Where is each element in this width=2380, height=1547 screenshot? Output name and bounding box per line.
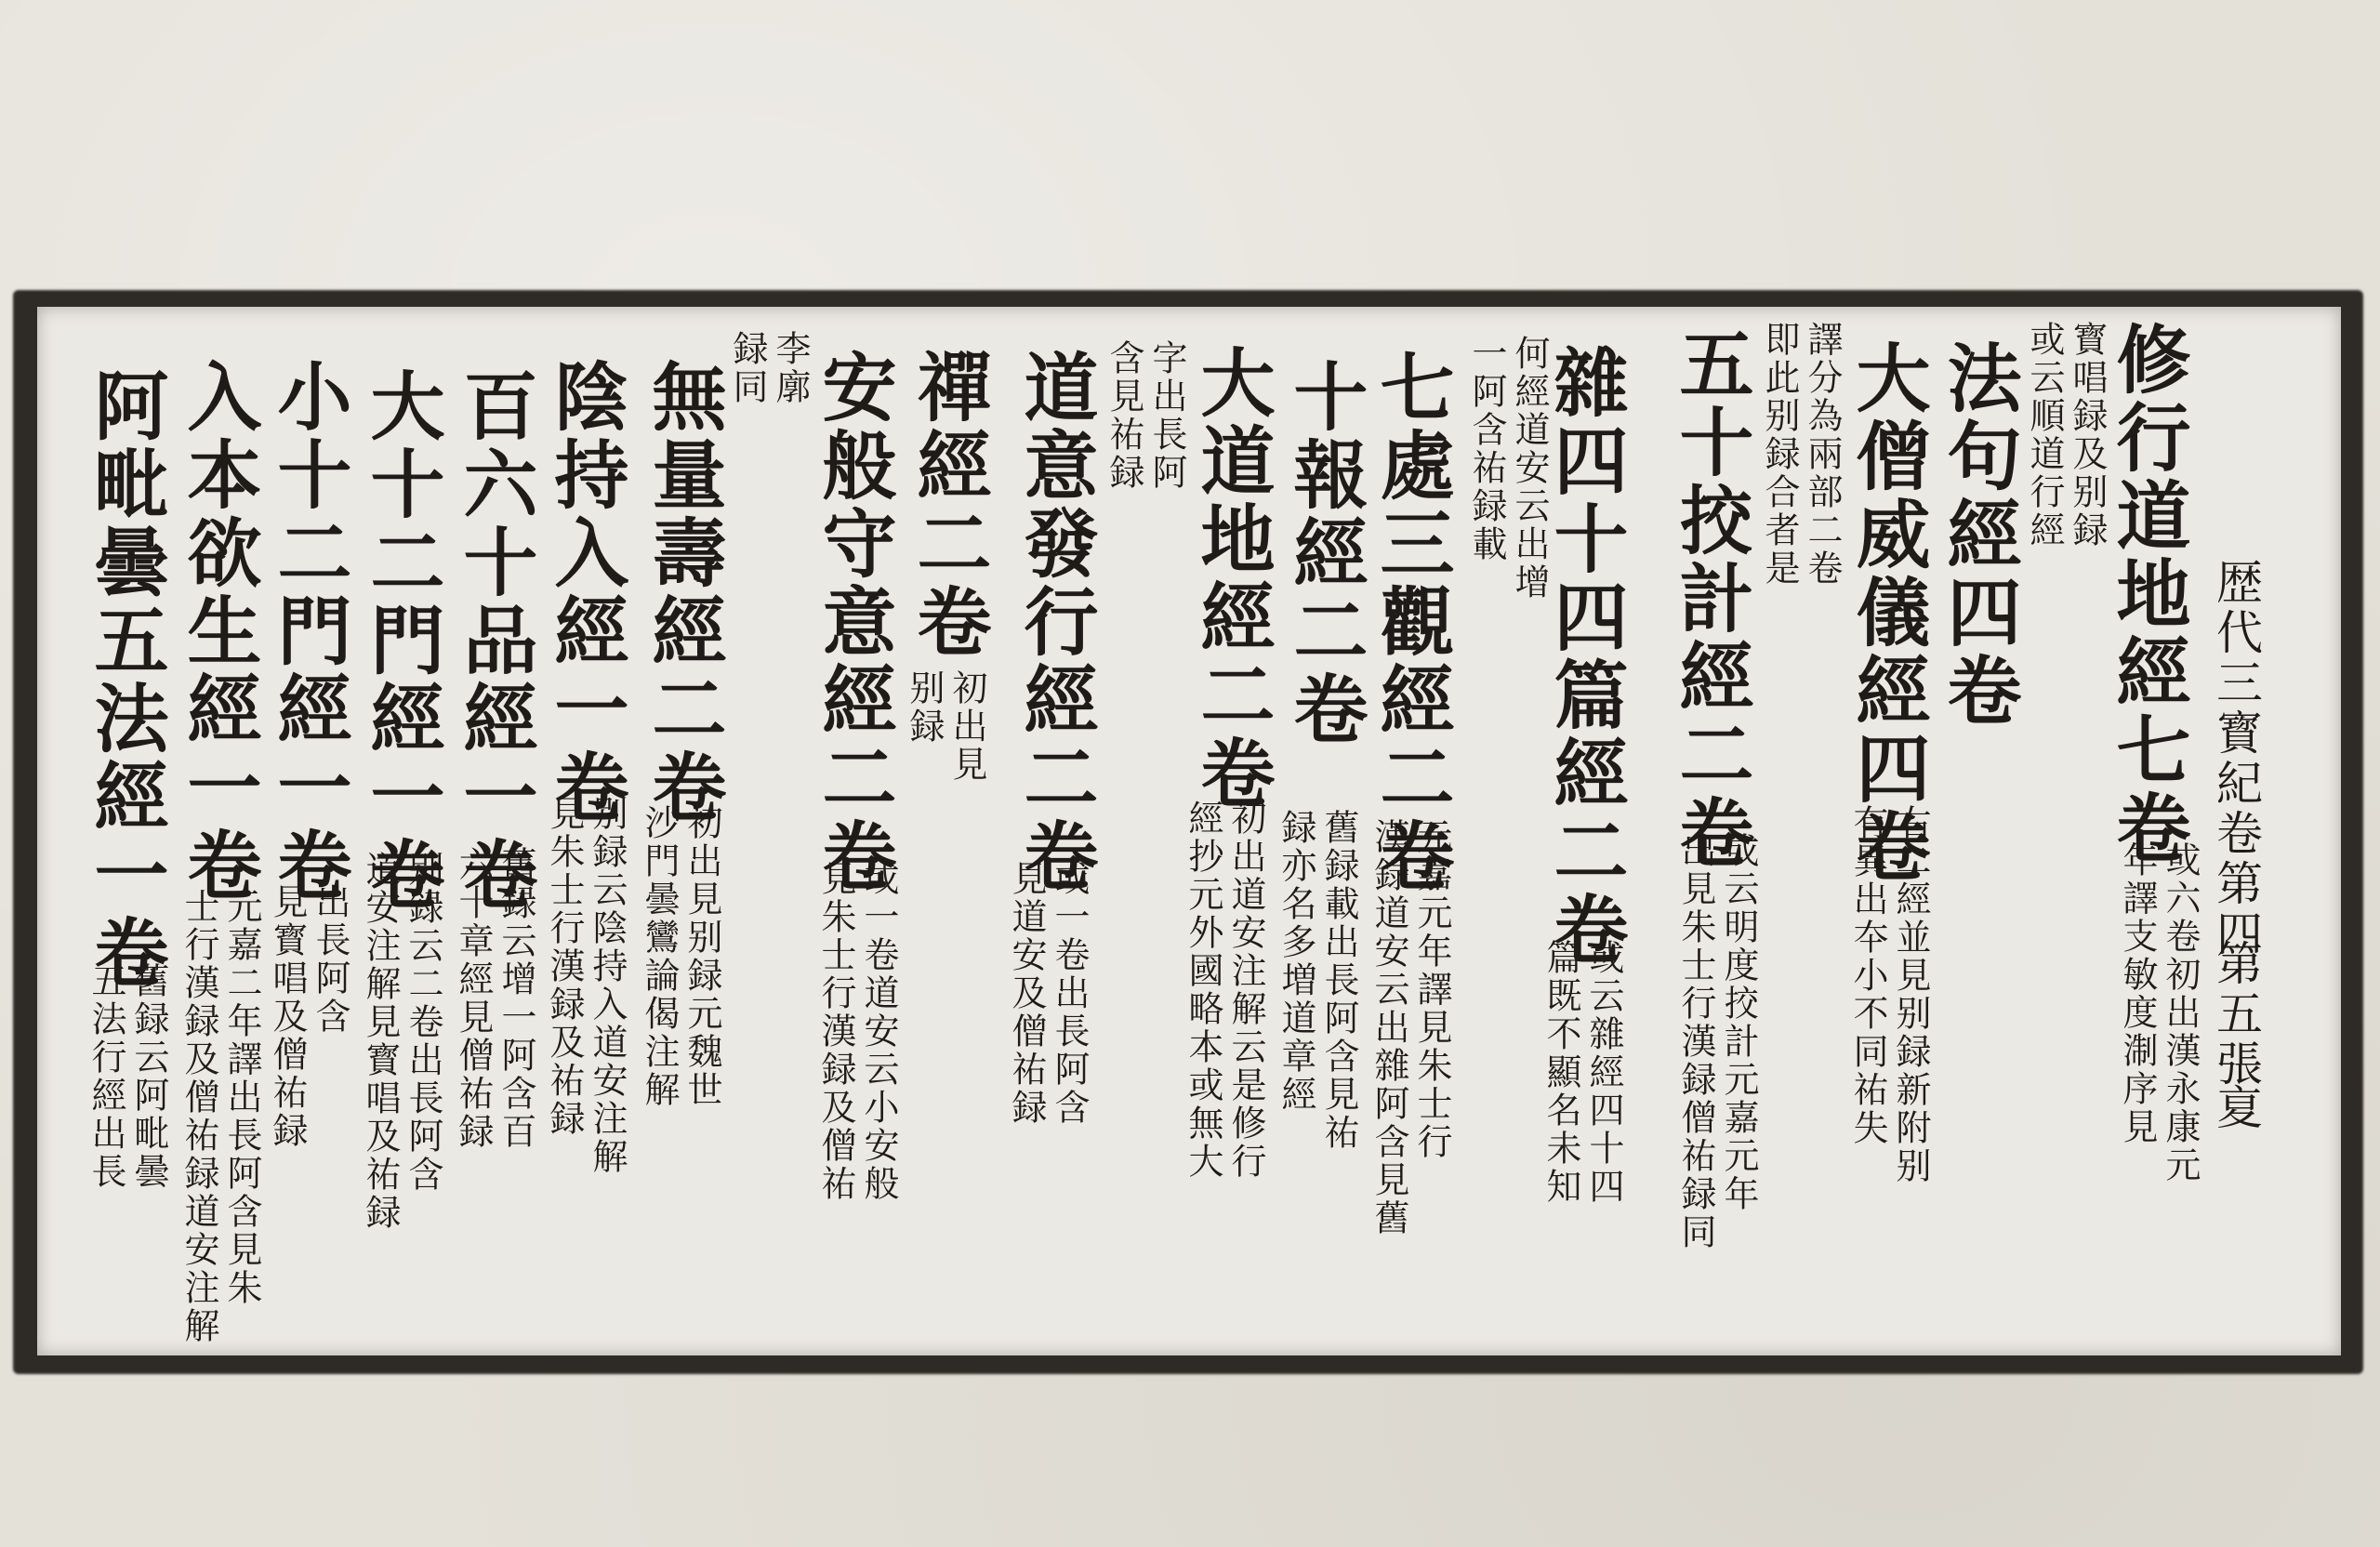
entry-note: 出見朱士行漢録僧祐録同	[1675, 832, 1716, 1251]
entry-note: 或六卷初出漢永康元	[2160, 841, 2201, 1184]
entry-note: 漢録道安云出雜阿含見舊	[1368, 818, 1409, 1237]
entry-note: 元嘉元年譯見朱士行	[1411, 818, 1452, 1161]
page-marker: 第五張	[2209, 939, 2263, 1090]
entry-title: 十報經二卷	[1281, 358, 1368, 748]
entry-title: 小十二門經一卷	[265, 358, 352, 905]
entry-note: 六十章經見僧祐録	[453, 846, 494, 1151]
entry-note: 初出道安注解云是修行	[1225, 800, 1266, 1181]
entry-title: 道意發行經二卷	[1012, 349, 1099, 895]
entry-title: 阿毗曇五法經一卷	[82, 367, 169, 992]
entry-note: 别録	[904, 669, 945, 746]
entry-note: 别録云二卷出長阿含	[403, 851, 443, 1194]
entry-note: 出長阿含	[310, 883, 350, 1036]
entry-note: 舊録云阿毗曇	[128, 962, 169, 1191]
entry-note: 或一卷道安云小安般	[858, 860, 899, 1203]
entry-note: 舊録云增一阿含百	[496, 846, 536, 1151]
entry-title: 入本欲生經一卷	[175, 358, 262, 905]
entry-note: 初出見别録元魏世	[681, 804, 722, 1109]
entry-note: 元嘉二年譯出長阿含見朱	[221, 888, 262, 1307]
entry-note: 見道安及僧祐録	[1006, 860, 1047, 1127]
entry-note: 録同	[727, 330, 768, 406]
entry-title: 大僧威儀經四卷	[1844, 339, 1931, 886]
entry-note: 别録云陰持入道安注解	[587, 795, 628, 1176]
entry-note: 一阿含祐録載	[1466, 335, 1507, 563]
entry-note: 有異出夲小不同祐失	[1847, 804, 1888, 1147]
entry-note: 見朱士行漢録及祐録	[544, 795, 585, 1138]
entry-title: 七處三觀經二卷	[1368, 349, 1455, 895]
entry-title: 大十二門經一卷	[358, 367, 445, 914]
entry-note: 即此别録合者是	[1759, 321, 1800, 588]
entry-note: 沙門曇鸞論偈注解	[639, 804, 680, 1109]
entry-note: 寳唱録及别録	[2067, 321, 2108, 549]
entry-title: 無量壽經二卷	[640, 358, 727, 826]
entry-title: 法句經四卷	[1935, 339, 2022, 730]
entry-note: 或云順道行經	[2024, 321, 2065, 549]
entry-note: 或云雜經四十四	[1583, 939, 1624, 1206]
entry-note: 年譯支敏度淛序見	[2117, 841, 2158, 1146]
entry-title: 五十挍計經二卷	[1667, 325, 1754, 872]
entry-title: 禪經二卷	[905, 349, 992, 661]
entry-note: 右二經並見别録新附别	[1890, 804, 1931, 1185]
entry-note: 舊録載出長阿含見祐	[1318, 809, 1359, 1152]
entry-title: 陰持入經一卷	[542, 358, 629, 826]
entry-note: 篇既不顯名未知	[1540, 939, 1581, 1206]
entry-note: 見寳唱及僧祐録	[267, 883, 308, 1150]
entry-title: 安般守意經二卷	[810, 349, 897, 895]
entry-note: 含見祐録	[1104, 339, 1144, 492]
carver-mark: 㚆	[2209, 1083, 2263, 1133]
entry-title: 大道地經二卷	[1188, 344, 1276, 813]
entry-note: 見朱士行漢録及僧祐	[815, 860, 856, 1203]
entry-note: 録亦名多増道章經	[1276, 809, 1316, 1114]
entry-title: 雜四十四篇經二卷	[1541, 344, 1629, 969]
entry-note: 字出長阿	[1146, 339, 1187, 492]
book-title: 歴代三寳紀卷第四	[2209, 558, 2263, 959]
entry-note: 五法行經出長	[86, 962, 126, 1191]
entry-note: 李廓	[770, 330, 811, 406]
entry-title: 百六十品經一卷	[451, 367, 538, 914]
entry-note: 經抄元外國略本或無大	[1183, 800, 1223, 1181]
entry-note: 或一卷出長阿含	[1049, 860, 1090, 1127]
entry-note: 道安注解見寳唱及祐録	[360, 851, 401, 1232]
entry-title: 修行道地經七卷	[2104, 321, 2191, 867]
entry-note: 何經道安云出增	[1509, 335, 1550, 602]
entry-note: 譯分為兩部二卷	[1802, 321, 1843, 588]
entry-note: 士行漢録及僧祐録道安注解	[178, 888, 219, 1345]
entry-note: 或云明度挍計元嘉元年	[1718, 832, 1759, 1213]
entry-note: 初出見	[946, 669, 987, 784]
